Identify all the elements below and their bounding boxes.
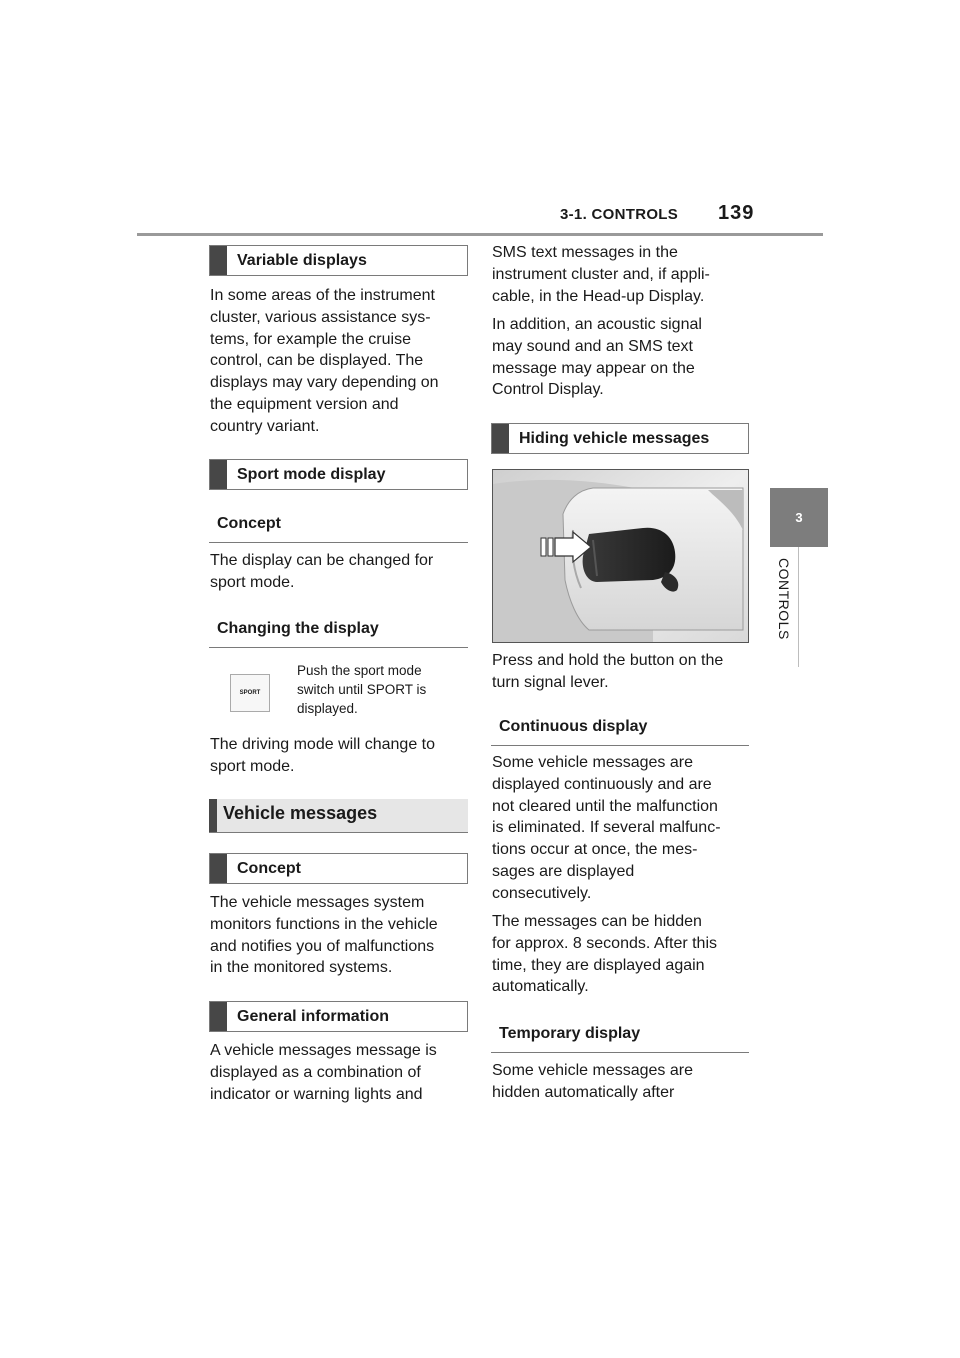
heading-text: Vehicle messages: [223, 803, 378, 823]
text-line: Some vehicle messages are: [492, 754, 693, 771]
chapter-label-text: CONTROLS: [776, 558, 792, 640]
acoustic-signal-text: [492, 314, 702, 401]
heading-variable-displays: [209, 245, 468, 276]
subheading-continuous-display: [491, 712, 749, 746]
text-line: indicator or warning lights and: [210, 1085, 423, 1103]
text-line: In addition, an acoustic signal: [492, 316, 702, 333]
sport-instruction-text: [297, 661, 426, 718]
continuous-display-text: [492, 752, 721, 905]
text-line: cluster, various assistance sys-: [210, 308, 431, 326]
chapter-label: [760, 558, 820, 658]
subheading-temporary-display: [491, 1019, 749, 1053]
text-line: displayed continuously and are: [492, 775, 712, 793]
heading-text: Hiding vehicle messages: [519, 430, 710, 447]
header-divider: [137, 233, 823, 236]
text-line: tions occur at once, the mes-: [492, 841, 698, 859]
text-line: for approx. 8 seconds. After this: [492, 934, 718, 952]
hide-duration-text: [492, 911, 717, 998]
text-line: and notifies you of malfunctions: [210, 937, 435, 955]
subheading-text: Continuous display: [499, 718, 648, 735]
subheading-text: Changing the display: [217, 620, 379, 637]
heading-bar: [209, 799, 217, 832]
heading-bar: [210, 460, 227, 489]
text-line: displays may vary depending on: [210, 374, 439, 392]
lever-drawing: [493, 470, 749, 643]
section-title: 3-1. CONTROLS: [560, 206, 679, 223]
text-line: sport mode.: [210, 757, 295, 775]
text-line: control, can be displayed. The: [210, 352, 424, 370]
text-line: In some areas of the instrument: [210, 287, 435, 304]
text-line: A vehicle messages message is: [210, 1042, 437, 1059]
continuation-text: [492, 242, 710, 307]
text-line: turn signal lever.: [492, 673, 609, 691]
text-line: The driving mode will change to: [210, 736, 436, 753]
text-line: country variant.: [210, 417, 320, 435]
heading-bar: [210, 854, 227, 883]
text-line: automatically.: [492, 978, 589, 996]
text-line: Control Display.: [492, 381, 604, 399]
temporary-display-text: [492, 1060, 693, 1104]
text-line: the equipment version and: [210, 395, 399, 413]
text-line: switch until SPORT is: [297, 682, 427, 697]
chapter-tab: [770, 488, 828, 547]
text-line: The vehicle messages system: [210, 894, 425, 911]
text-line: Some vehicle messages are: [492, 1062, 693, 1079]
heading-text: Variable displays: [237, 252, 367, 269]
heading-concept: [209, 853, 468, 884]
text-line: may sound and an SMS text: [492, 337, 693, 355]
heading-hiding-vehicle-messages: [491, 423, 749, 454]
text-line: message may appear on the: [492, 359, 695, 377]
subheading-text: Temporary display: [499, 1025, 641, 1042]
text-line: tems, for example the cruise: [210, 330, 411, 348]
text-line: The display can be changed for: [210, 552, 434, 569]
heading-text: Concept: [237, 860, 301, 877]
heading-bar: [210, 1002, 227, 1031]
text-line: consecutively.: [492, 884, 592, 902]
text-line: displayed as a combination of: [210, 1063, 421, 1081]
text-line: sages are displayed: [492, 862, 635, 880]
general-information-text: [210, 1040, 437, 1105]
heading-text: Sport mode display: [237, 466, 386, 483]
subheading-text: Concept: [217, 515, 281, 532]
sport-button-icon: [230, 674, 270, 712]
heading-general-information: [209, 1001, 468, 1032]
hiding-caption-text: [492, 650, 723, 694]
text-line: Push the sport mode: [297, 663, 422, 678]
text-line: not cleared until the malfunction: [492, 797, 718, 815]
text-line: sport mode.: [210, 573, 295, 591]
turn-signal-lever-illustration: [492, 469, 749, 643]
text-line: cable, in the Head-up Display.: [492, 287, 705, 305]
page-number: 139: [718, 202, 755, 224]
sport-result-text: [210, 734, 435, 778]
subheading-concept: [209, 509, 468, 543]
sport-icon-label: SPORT: [239, 690, 261, 696]
sport-concept-text: [210, 550, 433, 594]
text-line: instrument cluster and, if appli-: [492, 265, 710, 283]
text-line: Press and hold the button on the: [492, 652, 724, 669]
text-line: displayed.: [297, 701, 358, 716]
heading-bar: [210, 246, 227, 275]
text-line: in the monitored systems.: [210, 959, 393, 977]
text-line: is eliminated. If several malfunc-: [492, 819, 721, 837]
text-line: time, they are displayed again: [492, 956, 705, 974]
text-line: monitors functions in the vehicle: [210, 915, 438, 933]
text-line: hidden automatically after: [492, 1083, 675, 1101]
heading-bar: [492, 424, 509, 453]
heading-sport-mode-display: [209, 459, 468, 490]
subheading-changing-display: [209, 614, 468, 648]
text-line: SMS text messages in the: [492, 244, 678, 261]
chapter-number: 3: [795, 510, 803, 525]
heading-vehicle-messages: [209, 799, 468, 833]
text-line: The messages can be hidden: [492, 913, 702, 930]
heading-text: General information: [237, 1008, 390, 1025]
variable-displays-text: [210, 285, 439, 438]
vehicle-messages-concept-text: [210, 892, 438, 979]
